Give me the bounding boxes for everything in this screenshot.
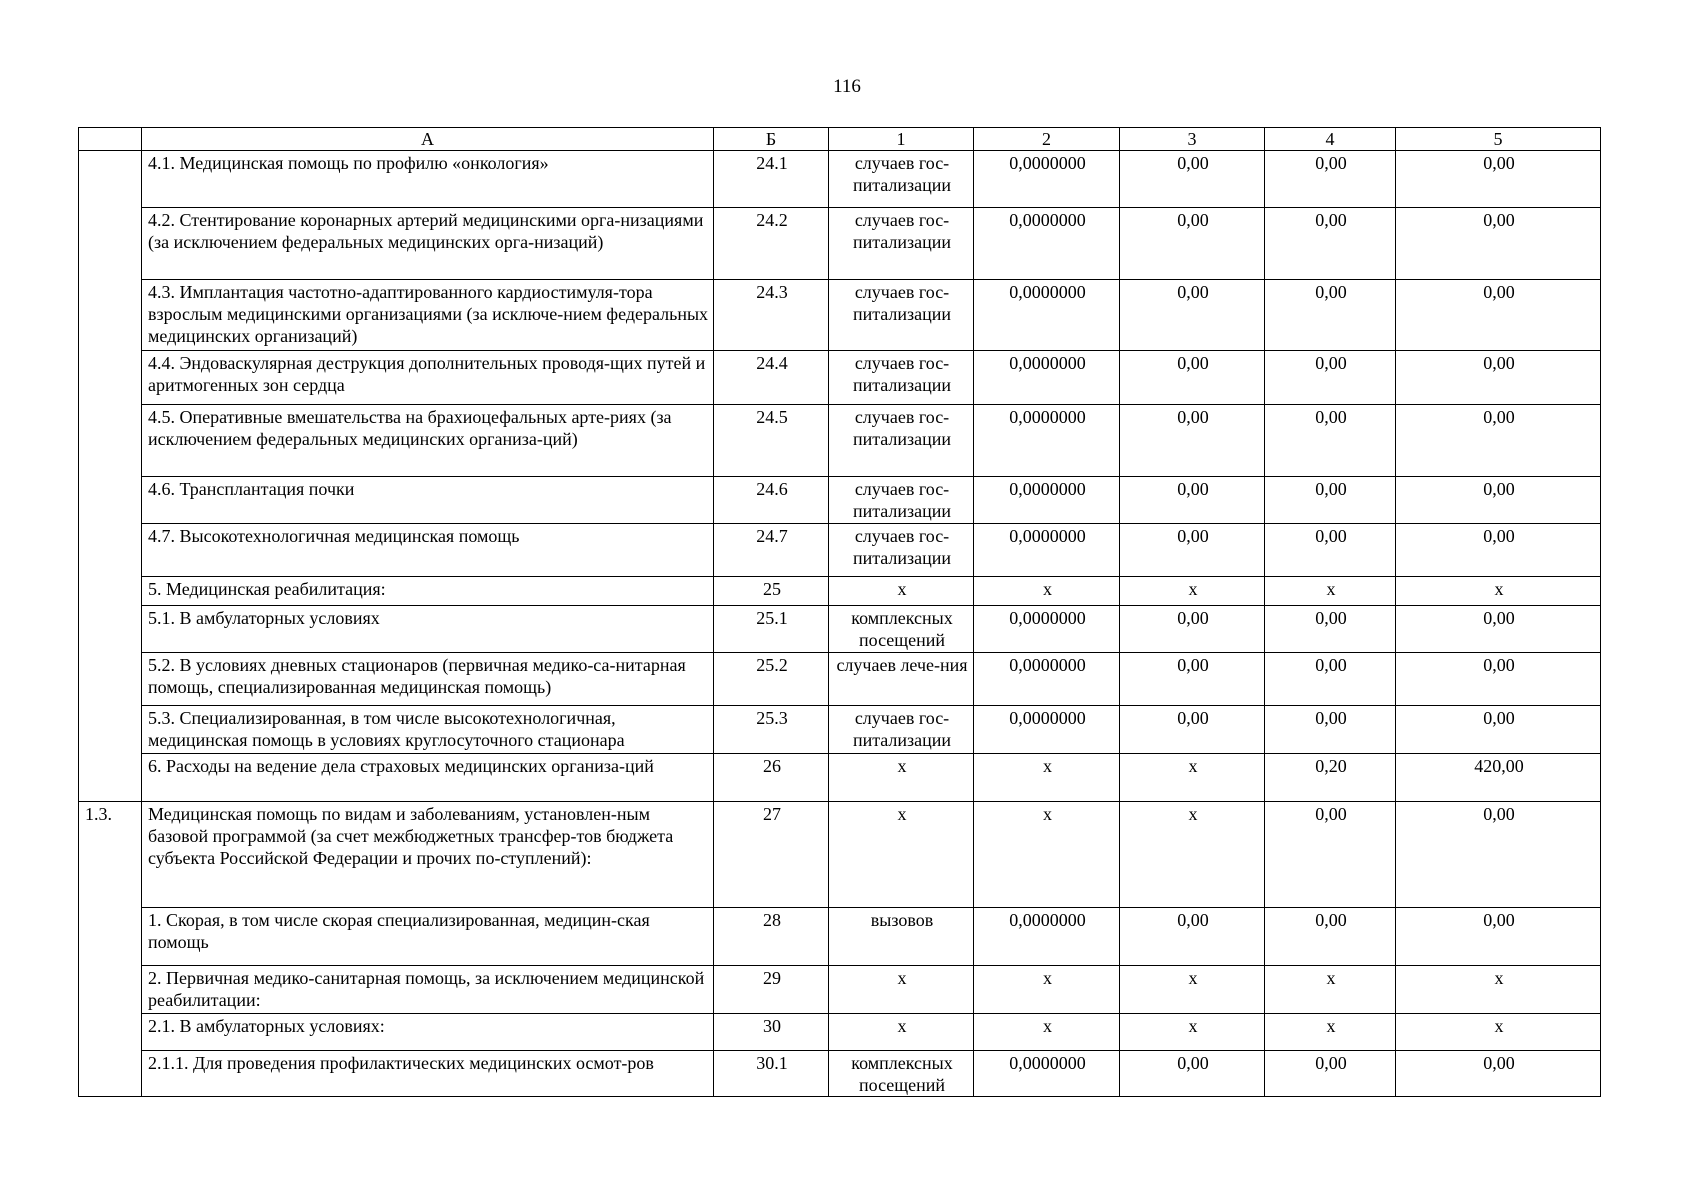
row-col5: 0,00 — [1396, 151, 1601, 208]
row-col5: 0,00 — [1396, 606, 1601, 653]
table-row — [79, 802, 1601, 908]
row-number — [79, 151, 142, 802]
table-row — [79, 577, 1601, 606]
table-row — [79, 754, 1601, 802]
row-code: 25 — [714, 577, 829, 606]
row-unit: вызовов — [829, 908, 974, 966]
table-row — [79, 524, 1601, 577]
row-col4: 0,00 — [1265, 151, 1396, 208]
row-unit: х — [829, 577, 974, 606]
header-cell: А — [142, 128, 714, 151]
row-code: 24.1 — [714, 151, 829, 208]
row-description: 1. Скорая, в том числе скорая специализированная, медицин-ская помощь — [142, 908, 714, 966]
row-code: 30.1 — [714, 1051, 829, 1097]
row-col2: 0,0000000 — [974, 477, 1120, 524]
row-col3: 0,00 — [1120, 1051, 1265, 1097]
row-col4: х — [1265, 1014, 1396, 1051]
row-col5: 0,00 — [1396, 908, 1601, 966]
row-col3: х — [1120, 1014, 1265, 1051]
row-col2: 0,0000000 — [974, 351, 1120, 405]
row-code: 24.5 — [714, 405, 829, 477]
table-row — [79, 208, 1601, 280]
row-description: 4.3. Имплантация частотно-адаптированного кардиостимуля-тора взрослым медицинскими организациями (за исключе-нием федеральных медицинских организаций) — [142, 280, 714, 351]
row-col2: 0,0000000 — [974, 908, 1120, 966]
row-col5: х — [1396, 1014, 1601, 1051]
row-code: 24.4 — [714, 351, 829, 405]
table-row — [79, 1051, 1601, 1097]
row-description: 2.1.1. Для проведения профилактических медицинских осмот-ров — [142, 1051, 714, 1097]
row-col3: 0,00 — [1120, 351, 1265, 405]
row-unit: случаев гос-питализации — [829, 706, 974, 754]
row-col3: 0,00 — [1120, 151, 1265, 208]
row-col2: 0,0000000 — [974, 208, 1120, 280]
header-row — [79, 128, 1601, 151]
row-col5: 0,00 — [1396, 405, 1601, 477]
row-unit: х — [829, 966, 974, 1014]
table-row — [79, 351, 1601, 405]
table-row — [79, 606, 1601, 653]
header-cell: 4 — [1265, 128, 1396, 151]
row-col4: 0,00 — [1265, 208, 1396, 280]
row-col2: х — [974, 966, 1120, 1014]
row-code: 29 — [714, 966, 829, 1014]
row-col4: 0,00 — [1265, 405, 1396, 477]
row-col3: х — [1120, 966, 1265, 1014]
table-row — [79, 405, 1601, 477]
row-col5: 0,00 — [1396, 524, 1601, 577]
row-col4: 0,00 — [1265, 606, 1396, 653]
table-row — [79, 966, 1601, 1014]
row-code: 24.2 — [714, 208, 829, 280]
header-cell: Б — [714, 128, 829, 151]
row-unit: случаев гос-питализации — [829, 280, 974, 351]
row-col4: х — [1265, 577, 1396, 606]
row-col5: х — [1396, 966, 1601, 1014]
row-unit: х — [829, 1014, 974, 1051]
row-code: 25.1 — [714, 606, 829, 653]
row-description: 4.2. Стентирование коронарных артерий медицинскими орга-низациями (за исключением федеральных медицинских орга-низаций) — [142, 208, 714, 280]
row-unit: комплексных посещений — [829, 1051, 974, 1097]
row-col5: х — [1396, 577, 1601, 606]
row-description: 4.4. Эндоваскулярная деструкция дополнительных проводя-щих путей и аритмогенных зон сердца — [142, 351, 714, 405]
row-description: 4.6. Трансплантация почки — [142, 477, 714, 524]
row-description: 5.2. В условиях дневных стационаров (первичная медико-са-нитарная помощь, специализированная медицинская помощь) — [142, 653, 714, 706]
row-col5: 0,00 — [1396, 351, 1601, 405]
row-description: 4.1. Медицинская помощь по профилю «онкология» — [142, 151, 714, 208]
row-code: 24.7 — [714, 524, 829, 577]
row-unit: случаев гос-питализации — [829, 151, 974, 208]
row-code: 26 — [714, 754, 829, 802]
row-unit: случаев гос-питализации — [829, 477, 974, 524]
row-col4: 0,00 — [1265, 524, 1396, 577]
row-code: 24.6 — [714, 477, 829, 524]
row-col2: 0,0000000 — [974, 524, 1120, 577]
data-table — [78, 127, 1601, 1097]
row-col2: 0,0000000 — [974, 405, 1120, 477]
row-col3: 0,00 — [1120, 706, 1265, 754]
row-col3: 0,00 — [1120, 524, 1265, 577]
row-col3: х — [1120, 802, 1265, 908]
row-col2: 0,0000000 — [974, 653, 1120, 706]
row-col3: х — [1120, 754, 1265, 802]
row-code: 25.2 — [714, 653, 829, 706]
header-cell: 5 — [1396, 128, 1601, 151]
row-col4: 0,00 — [1265, 1051, 1396, 1097]
row-col5: 0,00 — [1396, 477, 1601, 524]
table-row — [79, 280, 1601, 351]
row-col5: 0,00 — [1396, 653, 1601, 706]
row-col2: 0,0000000 — [974, 606, 1120, 653]
row-col2: 0,0000000 — [974, 151, 1120, 208]
row-col2: х — [974, 577, 1120, 606]
row-col5: 0,00 — [1396, 280, 1601, 351]
row-col3: 0,00 — [1120, 653, 1265, 706]
row-unit: случаев гос-питализации — [829, 524, 974, 577]
row-col5: 0,00 — [1396, 1051, 1601, 1097]
row-col2: х — [974, 802, 1120, 908]
row-description: 6. Расходы на ведение дела страховых медицинских организа-ций — [142, 754, 714, 802]
row-description: 4.7. Высокотехнологичная медицинская помощь — [142, 524, 714, 577]
row-col3: 0,00 — [1120, 908, 1265, 966]
row-col2: х — [974, 1014, 1120, 1051]
page-number: 116 — [833, 76, 861, 97]
row-description: 4.5. Оперативные вмешательства на брахиоцефальных арте-риях (за исключением федеральных медицинских организа-ций) — [142, 405, 714, 477]
row-code: 28 — [714, 908, 829, 966]
row-col2: 0,0000000 — [974, 1051, 1120, 1097]
row-col2: 0,0000000 — [974, 706, 1120, 754]
row-description: Медицинская помощь по видам и заболеваниям, установлен-ным базовой программой (за счет межбюджетных трансфер-тов бюджета субъекта Российской Федерации и прочих по-ступлений): — [142, 802, 714, 908]
row-code: 30 — [714, 1014, 829, 1051]
row-description: 2. Первичная медико-санитарная помощь, за исключением медицинской реабилитации: — [142, 966, 714, 1014]
row-unit: случаев гос-питализации — [829, 351, 974, 405]
row-col4: 0,00 — [1265, 802, 1396, 908]
row-code: 24.3 — [714, 280, 829, 351]
row-col5: 0,00 — [1396, 208, 1601, 280]
table-row — [79, 477, 1601, 524]
row-col3: х — [1120, 577, 1265, 606]
row-col5: 0,00 — [1396, 706, 1601, 754]
header-cell: 3 — [1120, 128, 1265, 151]
row-unit: случаев лече-ния — [829, 653, 974, 706]
row-col5: 420,00 — [1396, 754, 1601, 802]
row-col4: 0,00 — [1265, 908, 1396, 966]
row-unit: случаев гос-питализации — [829, 405, 974, 477]
row-col3: 0,00 — [1120, 606, 1265, 653]
row-col2: х — [974, 754, 1120, 802]
row-number: 1.3. — [79, 802, 142, 1097]
row-col3: 0,00 — [1120, 405, 1265, 477]
header-cell: 1 — [829, 128, 974, 151]
row-col4: 0,00 — [1265, 477, 1396, 524]
header-cell — [79, 128, 142, 151]
row-description: 5.1. В амбулаторных условиях — [142, 606, 714, 653]
table-row — [79, 151, 1601, 208]
table-row — [79, 706, 1601, 754]
row-col5: 0,00 — [1396, 802, 1601, 908]
row-col2: 0,0000000 — [974, 280, 1120, 351]
table-row — [79, 1014, 1601, 1051]
row-col4: 0,00 — [1265, 351, 1396, 405]
table-row — [79, 653, 1601, 706]
row-col4: х — [1265, 966, 1396, 1014]
row-col3: 0,00 — [1120, 477, 1265, 524]
row-col4: 0,00 — [1265, 280, 1396, 351]
row-unit: комплексных посещений — [829, 606, 974, 653]
row-code: 27 — [714, 802, 829, 908]
row-unit: х — [829, 802, 974, 908]
row-col4: 0,20 — [1265, 754, 1396, 802]
row-col4: 0,00 — [1265, 653, 1396, 706]
row-unit: х — [829, 754, 974, 802]
row-unit: случаев гос-питализации — [829, 208, 974, 280]
row-col4: 0,00 — [1265, 706, 1396, 754]
row-description: 5.3. Специализированная, в том числе высокотехнологичная, медицинская помощь в условиях круглосуточного стационара — [142, 706, 714, 754]
row-col3: 0,00 — [1120, 280, 1265, 351]
row-description: 2.1. В амбулаторных условиях: — [142, 1014, 714, 1051]
row-col3: 0,00 — [1120, 208, 1265, 280]
table-row — [79, 908, 1601, 966]
row-description: 5. Медицинская реабилитация: — [142, 577, 714, 606]
header-cell: 2 — [974, 128, 1120, 151]
row-code: 25.3 — [714, 706, 829, 754]
